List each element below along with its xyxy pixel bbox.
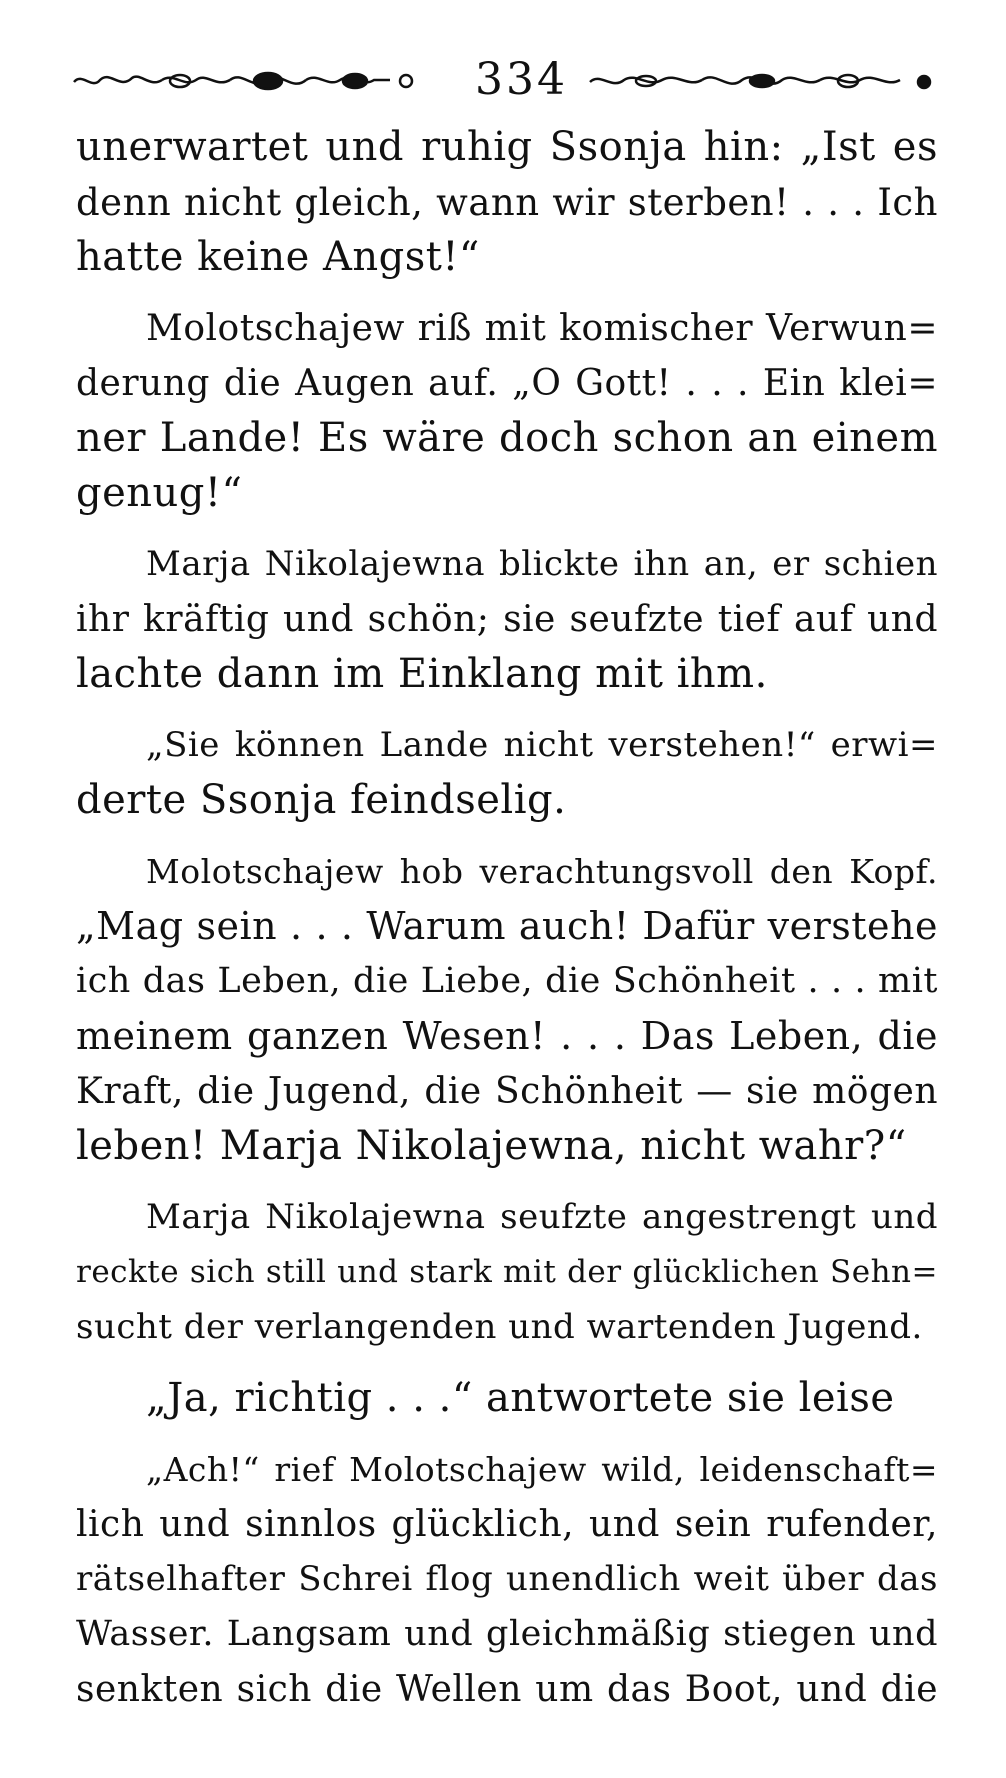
text-line: genug!“ — [76, 470, 243, 516]
text-line: ner Lande! Es wäre doch schon an einem — [76, 415, 938, 461]
page-header — [70, 50, 936, 110]
text-line: Molotschajew hob verachtungsvoll den Kopf. — [146, 852, 938, 891]
text-line: unerwartet und ruhig Ssonja hin: „Ist es — [76, 124, 938, 170]
text-line: hatte keine Angst!“ — [76, 234, 480, 280]
body-text — [76, 120, 938, 1717]
text-line: derte Ssonja feindselig. — [76, 777, 567, 823]
text-line: „Sie können Lande nicht verstehen!“ erwi= — [146, 725, 938, 765]
text-line: ich das Leben, die Liebe, die Schönheit . . . mit — [76, 961, 938, 1001]
ornament-left-icon — [70, 66, 420, 96]
text-line: meinem ganzen Wesen! . . . Das Leben, die — [76, 1014, 938, 1058]
text-line: Marja Nikolajewna blickte ihn an, er schien — [146, 544, 938, 584]
text-line: Marja Nikolajewna seufzte angestrengt und — [146, 1197, 938, 1237]
page-number: 334 — [475, 54, 568, 105]
text-line: leben! Marja Nikolajewna, nicht wahr?“ — [76, 1123, 907, 1169]
text-line: denn nicht gleich, wann wir sterben! . . . Ich — [76, 181, 938, 224]
text-line: lich und sinnlos glücklich, und sein rufender, — [76, 1504, 938, 1545]
text-line: derung die Augen auf. „O Gott! . . . Ein klei= — [76, 363, 938, 404]
text-line: sucht der verlangenden und wartenden Jugend. — [76, 1307, 923, 1347]
text-line: ihr kräftig und schön; sie seufzte tief auf und — [76, 599, 938, 640]
text-line: „Ja, richtig . . .“ antwortete sie leise — [146, 1375, 895, 1421]
text-line: „Ach!“ rief Molotschajew wild, leidenschaft= — [146, 1450, 938, 1489]
text-line: senkten sich die Wellen um das Boot, und die — [76, 1669, 938, 1710]
text-line: „Mag sein . . . Warum auch! Dafür verstehe — [76, 904, 938, 948]
text-line: lachte dann im Einklang mit ihm. — [76, 651, 768, 697]
text-line: rätselhafter Schrei flog unendlich weit über das — [76, 1559, 938, 1599]
text-line: Molotschajew riß mit komischer Verwun= — [146, 308, 938, 349]
text-line: reckte sich still und stark mit der glücklichen Sehn= — [76, 1254, 938, 1290]
text-line: Wasser. Langsam und gleichmäßig stiegen und — [76, 1614, 938, 1654]
text-line: Kraft, die Jugend, die Schönheit — sie mögen — [76, 1071, 938, 1112]
ornament-right-icon — [586, 66, 936, 96]
